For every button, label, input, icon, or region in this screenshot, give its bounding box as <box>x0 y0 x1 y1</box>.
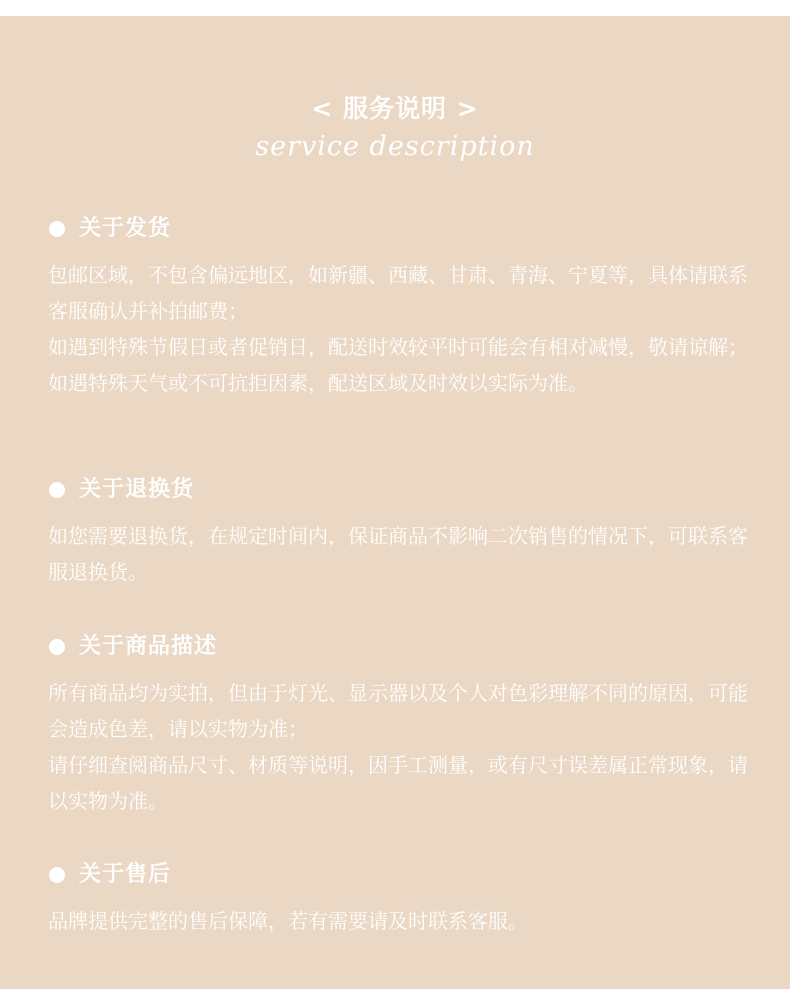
section-header <box>48 858 748 892</box>
section-paragraph: 如遇到特殊节假日或者促销日，配送时效较平时可能会有相对减慢，敬请谅解； <box>48 335 748 359</box>
section-paragraph: 品牌提供完整的售后保障，若有需要请及时联系客服。 <box>48 909 528 933</box>
section-body <box>48 675 748 819</box>
section-paragraph: 如您需要退换货，在规定时间内，保证商品不影响二次销售的情况下，可联系客服退换货。 <box>48 524 748 584</box>
section-shipping <box>48 212 748 401</box>
section-title: 关于退换货 <box>79 477 195 502</box>
section-title: 关于售后 <box>79 862 172 887</box>
section-title: 关于商品描述 <box>79 634 218 659</box>
section-after-sales <box>48 858 748 939</box>
section-header <box>48 473 748 507</box>
section-body <box>48 518 748 590</box>
bullet-dot-icon <box>49 482 65 498</box>
section-header <box>48 630 748 664</box>
section-product-description <box>48 630 748 819</box>
page-title: < 服务说明 > <box>311 94 479 123</box>
section-body <box>48 903 748 939</box>
bullet-dot-icon <box>49 221 65 237</box>
bullet-dot-icon <box>49 639 65 655</box>
section-paragraph: 所有商品均为实拍，但由于灯光、显示器以及个人对色彩理解不同的原因，可能会造成色差，请以实物为准； <box>48 681 748 741</box>
section-paragraph: 如遇特殊天气或不可抗拒因素，配送区域及时效以实际为准。 <box>48 371 588 395</box>
section-title: 关于发货 <box>79 216 172 241</box>
section-paragraph: 请仔细查阅商品尺寸、材质等说明，因手工测量，或有尺寸误差属正常现象，请以实物为准。 <box>48 753 748 813</box>
section-header <box>48 212 748 246</box>
section-body <box>48 257 748 401</box>
bullet-dot-icon <box>49 867 65 883</box>
page-subtitle: service description <box>255 131 535 162</box>
section-paragraph: 包邮区域，不包含偏远地区，如新疆、西藏、甘肃、青海、宁夏等，具体请联系客服确认并补拍邮费； <box>48 263 748 323</box>
section-returns <box>48 473 748 590</box>
